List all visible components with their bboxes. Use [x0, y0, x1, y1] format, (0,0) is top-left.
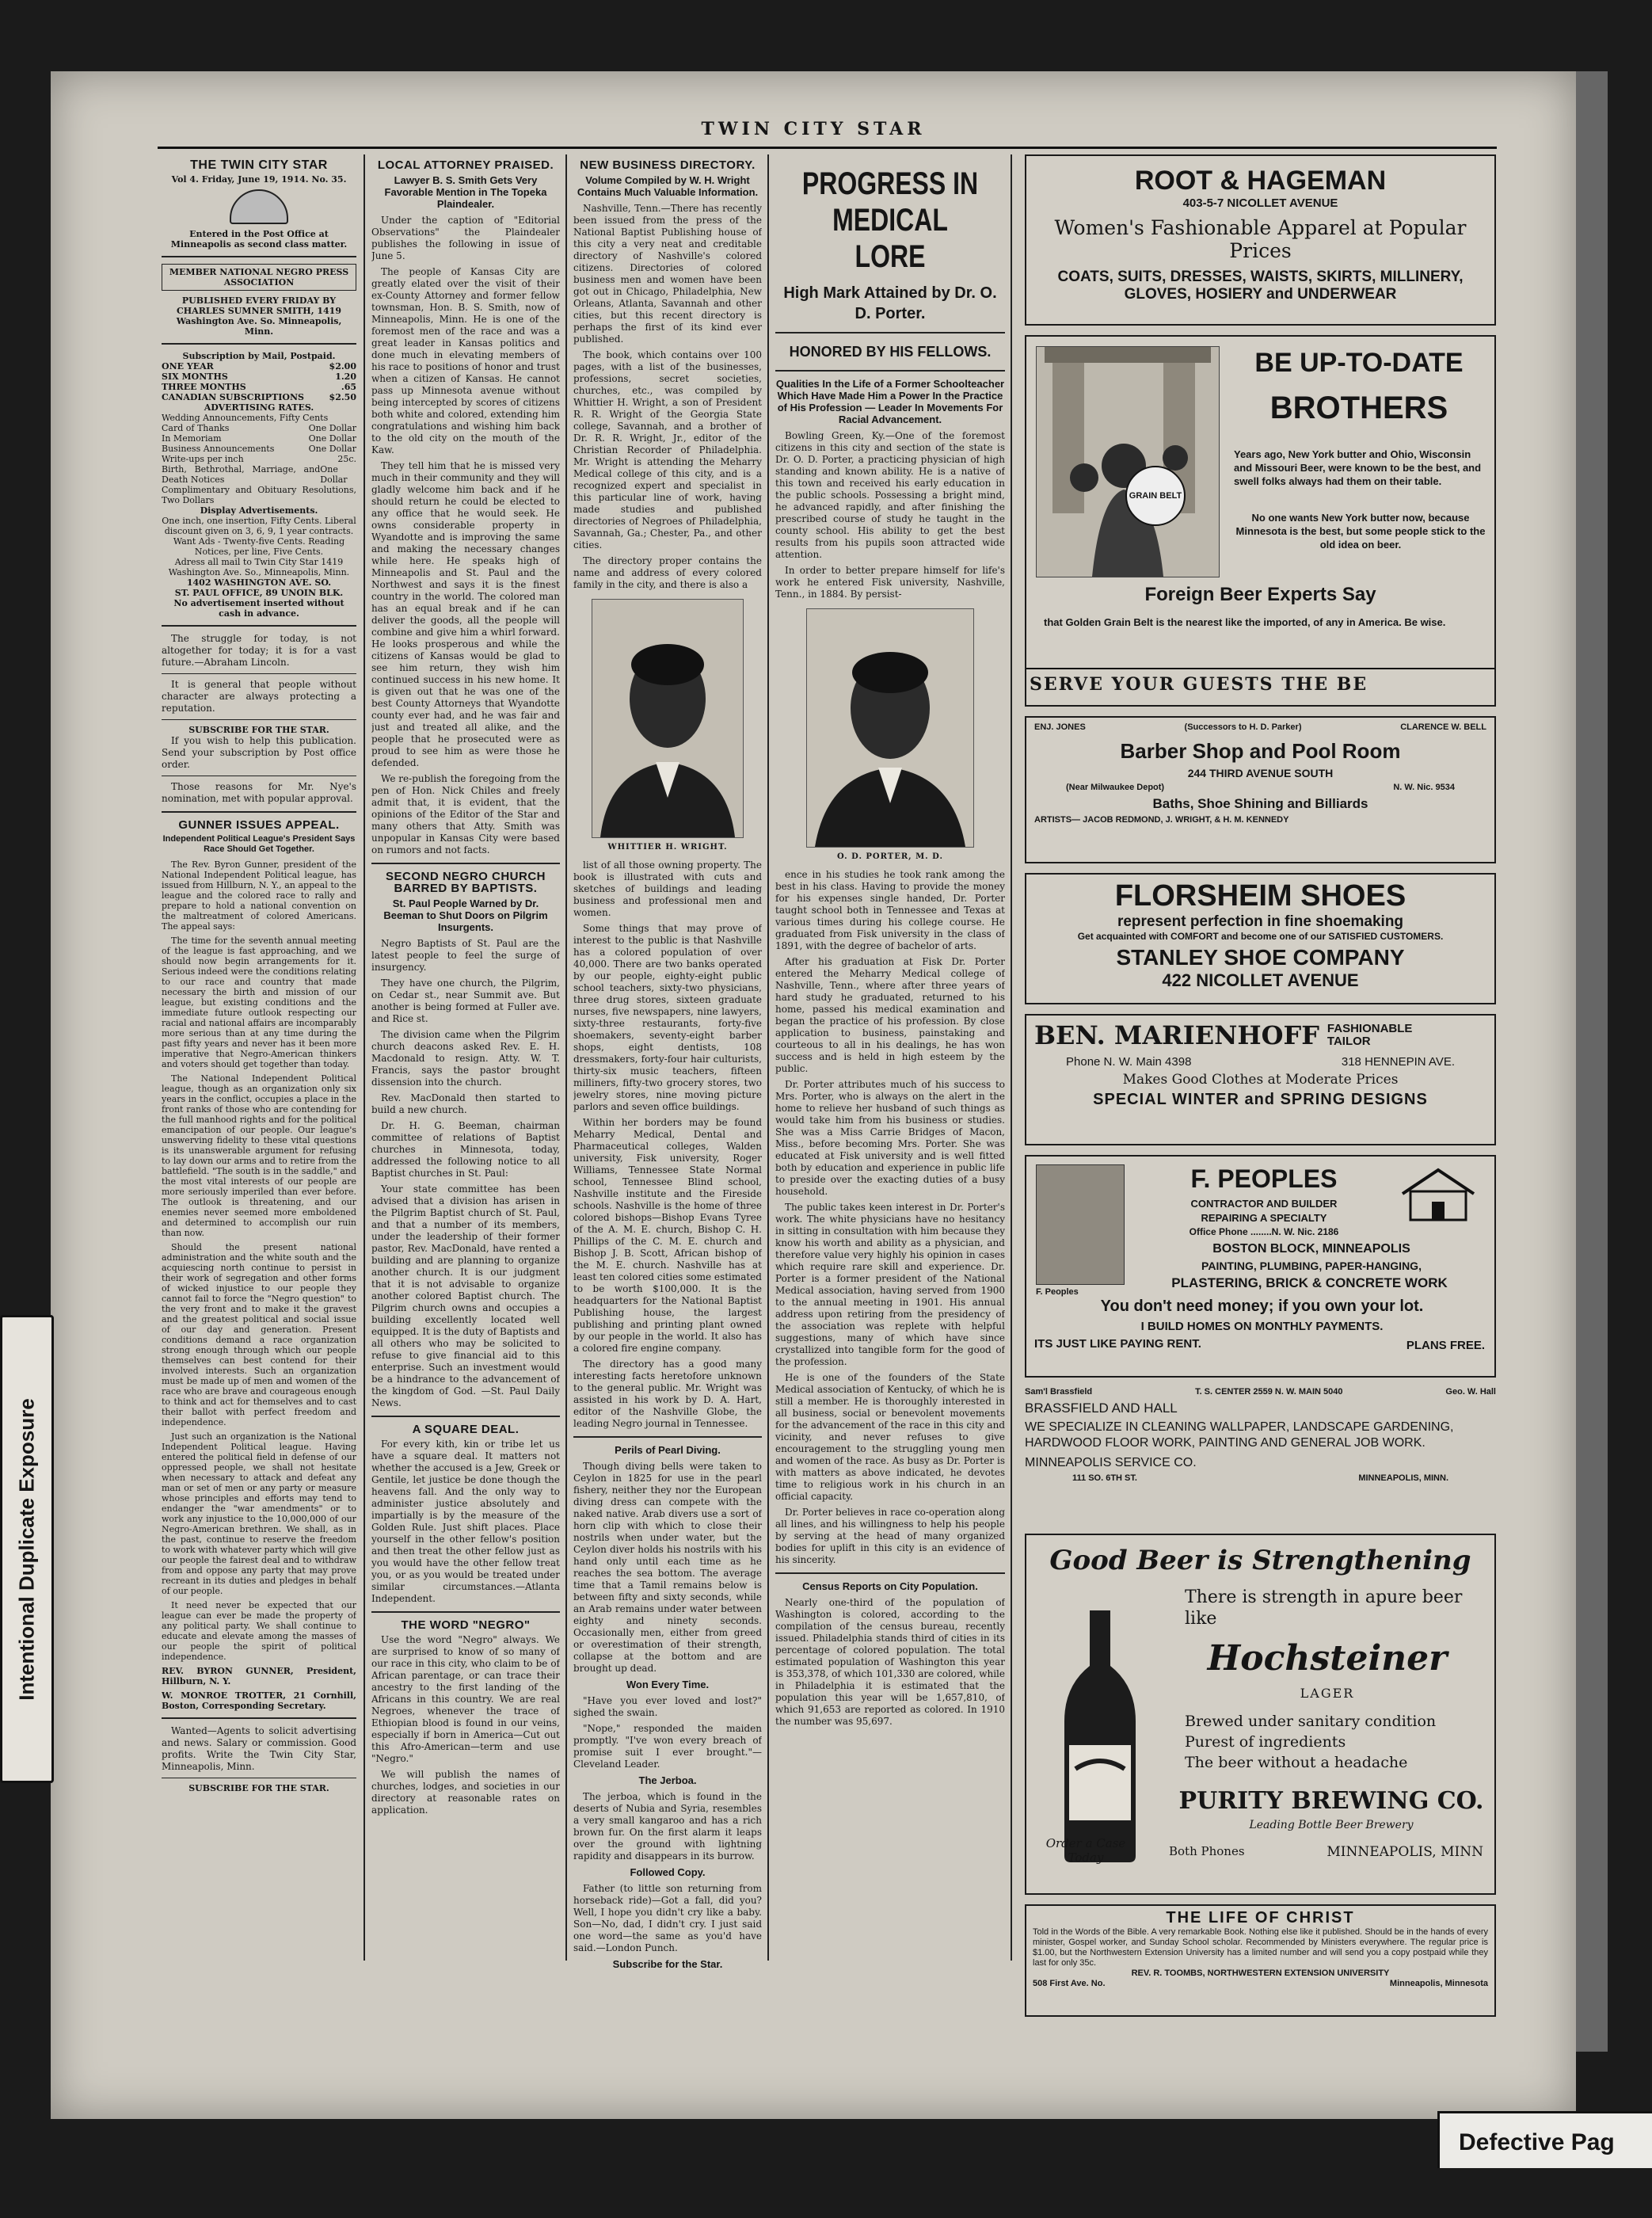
- medical-deck: High Mark Attained by Dr. O. D. Porter.: [783, 284, 997, 322]
- article-paragraph: In order to better prepare himself for life's work he entered Fisk university, Nashville, Tenn., in 1884. By persist-: [775, 565, 1005, 600]
- signature: W. MONROE TROTTER, 21 Cornhill, Boston, Corresponding Secretary.: [162, 1690, 356, 1711]
- ad-city: MINNEAPOLIS, MINN: [1327, 1844, 1483, 1860]
- office-2: ST. PAUL OFFICE, 89 UNOIN BLK.: [174, 588, 344, 598]
- ad-company: PURITY BREWING CO.: [1178, 1787, 1484, 1815]
- subscribe-notice: SUBSCRIBE FOR THE STAR.: [188, 1783, 329, 1793]
- ad-address: 508 First Ave. No.: [1033, 1979, 1106, 1988]
- pearl-headline: Perils of Pearl Diving.: [615, 1444, 721, 1456]
- ad-address: BOSTON BLOCK, MINNEAPOLIS: [1212, 1242, 1410, 1256]
- owner-name: Sam'l Brassfield: [1025, 1387, 1093, 1397]
- article-paragraph: After his graduation at Fisk Dr. Porter entered the Meharry Medical college of Nashville, Tenn., where after three years of hard study he graduated, returned to his home, passed his medical examination and began the practice of his profession. By close application to business, painstaking and courteous to all in his dealings, he has won success and is held in high esteem by the public.: [775, 956, 1005, 1074]
- publisher: PUBLISHED EVERY FRIDAY BY CHARLES SUMNER SMITH, 1419 Washington Ave. So. Minneapolis, Minn.: [176, 295, 342, 337]
- peoples-photo: [1036, 1164, 1125, 1285]
- copy-headline: Followed Copy.: [630, 1866, 706, 1878]
- article-paragraph: Just such an organization is the National Independent Political league. Having entered the political field in defense of our oppressed people, we shall not hesitate when necessary to attack and defeat any man or set of men or any party or measure whose principles and efforts may tend to endanger the "war amendments" or to work any injustice to the 10,000,000 of our Negro-American brethren. We shall, as in the past, continue to reserve the freedom to work with whatever party which will give our people the fairest deal and to withdraw from and oppose any party that may prove recreant in its duties and pledges in behalf of our people.: [162, 1431, 356, 1596]
- character-note: It is general that people without character are always protecting a reputation.: [162, 679, 356, 714]
- page-edge: [1576, 71, 1608, 2052]
- advertising-head: ADVERTISING RATES.: [204, 402, 314, 413]
- phone-number: T. S. CENTER 2559 N. W. MAIN 5040: [1195, 1387, 1343, 1397]
- ad-tagline: Makes Good Clothes at Moderate Prices: [1122, 1072, 1399, 1088]
- rates-list: [162, 361, 356, 402]
- article-paragraph: Father (to little son returning from horseback ride)—Got a fall, did you? Well, I hope you didn't cry like a baby. Son—No, dad, I didn't cry. I just said one word—the same as you'd have said.—London Punch.: [573, 1883, 762, 1953]
- owner-name: Geo. W. Hall: [1445, 1387, 1496, 1397]
- subscribe-notice: SUBSCRIBE FOR THE STAR.: [188, 725, 329, 735]
- rate-label: CANADIAN SUBSCRIPTIONS: [162, 392, 304, 402]
- bar-scene-icon: [1037, 347, 1219, 577]
- entered-notice: Entered in the Post Office at Minneapolis as second class matter.: [170, 229, 348, 250]
- root-hageman-ad: [1025, 154, 1496, 326]
- ad-line: I BUILD HOMES ON MONTHLY PAYMENTS.: [1140, 1320, 1384, 1333]
- ad-title: ROOT & HAGEMAN: [1134, 166, 1387, 196]
- rate-value: .65: [341, 382, 356, 392]
- newspaper-page: [51, 71, 1576, 2119]
- article-paragraph: Negro Baptists of St. Paul are the latest people to feel the surge of insurgency.: [371, 938, 560, 973]
- article-paragraph: The National Independent Political league, though as an organization only six years in the conflict, occupies a place in the front ranks of those who are contending for the full manhood rights and for the political emancipation of our people. Our league's unswerving fidelity to these vital questions is its unanswerable argument for refusing to lay down our arms and to retire from the battlefield. "The south is in the saddle," and the most vital interests of our people are more seriously imperiled than ever before. The outlook is threatening, and our enemies never seemed more emboldened and determined to accomplish our ruin than now.: [162, 1073, 356, 1238]
- article-paragraph: They have one church, the Pilgrim, on Cedar st., near Summit ave. But another is being formed at Fuller ave. and Rice st.: [371, 978, 560, 1024]
- ad-city: Minneapolis, Minnesota: [1389, 1979, 1488, 1988]
- ad-line: REPAIRING A SPECIALTY: [1201, 1212, 1327, 1224]
- rate-value: $2.50: [329, 392, 356, 402]
- ad-phones: Both Phones: [1169, 1844, 1245, 1858]
- ad-title: THE LIFE OF CHRIST: [1166, 1909, 1355, 1926]
- photo-caption: F. Peoples: [1036, 1287, 1079, 1297]
- article-paragraph: The division came when the Pilgrim church deacons asked Rev. E. H. Macdonald to resign. Atty. W. T. Francis, says the pastor brought dissension into the church.: [371, 1029, 560, 1088]
- ad-address: 403-5-7 NICOLLET AVENUE: [1182, 196, 1338, 210]
- ad-lager: LAGER: [1300, 1686, 1355, 1701]
- article-paragraph: Use the word "Negro" always. We are surprised to know of so many of our race in this city, who claim to be of African parentage, or can trace their ancestry to the first landing of the Africans in this country. We are real Negroes, whenever the trace of Ethiopian blood is found in our veins, especially if born in America—Cut out this Afro-American—term and use "Negro.": [371, 1634, 560, 1764]
- stamp-text: Intentional Duplicate Exposure: [14, 1397, 39, 1701]
- star-emblem-icon: [230, 189, 288, 224]
- article-paragraph: The time for the seventh annual meeting of the league is fast approaching, and we should now begin arrangements for it. Serious indeed were the conditions relating to our race and country that made necessary the birth and mission of our league, but existing conditions and the immediate future outlook respecting our racial and national affairs are incomparably more serious than at any time during the past fifty years and never has it been more imperative that Negro-American thinkers and voters should get together than today.: [162, 936, 356, 1069]
- paper-title: THE TWIN CITY STAR: [190, 158, 328, 172]
- ad-point: The beer without a headache: [1185, 1754, 1408, 1771]
- column-2: [371, 154, 560, 1968]
- ad-title: Barber Shop and Pool Room: [1120, 739, 1401, 763]
- depot-note: (Near Milwaukee Depot): [1066, 783, 1165, 792]
- ad-text: that Golden Grain Belt is the nearest like the imported, of any in America. Be wise.: [1044, 616, 1446, 628]
- grain-belt-label: GRAIN BELT: [1125, 466, 1186, 526]
- honored-deck: HONORED BY HIS FELLOWS.: [789, 344, 992, 360]
- article-paragraph: They tell him that he is missed very much in their community and they will gladly welcome him back and if he should return he could be elected to any office that he would seek. He owns considerable property in Wyandotte and is improving the same and making the necessary changes while here. He speaks high of Minneapolis and St. Paul and the Northwest and says it is the finest country in the world. The colored man has an equal break and if he can deliver the goods, all the people will combine and give him a whirl forward. He looks prosperous and while the citizens of Kansas would be glad to see him return, they wish him continued success in his new home. It is given out that he was one of the best County Attorneys that Wyandotte county ever had, and he was fair and just and treated all alike, and the people that he prosecuted were as proud to see him as were those he defended.: [371, 460, 560, 768]
- phone-number: Phone N. W. Main 4398: [1066, 1055, 1192, 1069]
- medical-subhead: Qualities In the Life of a Former Schoolteacher Which Have Made Him a Power In the Practice of His Profession — Leader In Movements For Racial Advancement.: [775, 378, 1005, 425]
- florsheim-ad: [1025, 873, 1496, 1004]
- ad-subhead: Foreign Beer Experts Say: [1144, 584, 1376, 605]
- ad-address: 318 HENNEPIN AVE.: [1341, 1055, 1455, 1069]
- ad-line: PLANS FREE.: [1406, 1339, 1485, 1352]
- ad-tagline: Leading Bottle Beer Brewery: [1249, 1819, 1414, 1831]
- grain-belt-ad: [1025, 335, 1496, 707]
- ad-signature: REV. R. TOOMBS, NORTHWESTERN EXTENSION UNIVERSITY: [1131, 1968, 1390, 1978]
- wanted-ad: Wanted—Agents to solicit advertising and news. Salary or commission. Good profits. Write the Twin City Star, Minneapolis, Minn.: [162, 1725, 356, 1772]
- house-icon: [1399, 1166, 1478, 1221]
- ad-headline: BE UP-TO-DATE: [1254, 348, 1464, 378]
- article-paragraph: The book, which contains over 100 pages, with a list of the businesses, professions, secret societies, churches, etc., was compiled by Whittier H. Wright, a son of President R. R. Wright of the Georgia State college, Savannah, and a brother of Dr. R. R. Wright, Jr., editor of the Christian Recorder of Philadelphia. Mr. Wright is attending the Meharry Medical college of this city, and is a recognized expert and specialist in this particular line of work, having made studies and published directories of Negroes of Philadelphia, Savannah, Ga.; Chester, Pa., and other cities.: [573, 349, 762, 551]
- medical-headline: PROGRESS IN MEDICAL LORE: [801, 166, 979, 274]
- ad-title: FLORSHEIM SHOES: [1114, 879, 1406, 913]
- volume-line: Vol 4. Friday, June 19, 1914. No. 35.: [171, 174, 347, 185]
- display-head: Display Advertisements.: [200, 505, 318, 516]
- article-paragraph: He is one of the founders of the State Medical association of Kentucky, of which he is still a member. He is thoroughly interested in all business, social or benevolent movements for the advancement of the race in this city and vicinity, and never refuses to give encouragement to the struggling young men and women of the race. As busy as Dr. Porter is with matters as above indicated, he devotes time to religious work in his church in an official capacity.: [775, 1372, 1005, 1502]
- ad-address: 244 THIRD AVENUE SOUTH: [1187, 767, 1334, 779]
- article-paragraph: The people of Kansas City are greatly elated over the visit of their ex-County Attorney and former fellow townsman, Hon. B. S. Smith, now of Minneapolis, Minn. He is one of the foremost men of the race and was a great leader in Kansas politics and done much in elevating members of his race to positions of honor and trust when a citizen of Kansas. He cannot pass up Minnesota avenue without being intercepted by scores of citizens both white and colored, extending him congratulations and wishing him back to the old city on the mouth of the Kaw.: [371, 266, 560, 455]
- portrait-caption: O. D. PORTER, M. D.: [837, 852, 943, 861]
- ad-line: ITS JUST LIKE PAYING RENT.: [1034, 1337, 1201, 1351]
- owner-name: CLARENCE W. BELL: [1400, 722, 1486, 732]
- ad-list: [1185, 1711, 1486, 1773]
- article-paragraph: Under the caption of "Editorial Observations" the Plaindealer publishes the following in issue of June 5.: [371, 215, 560, 261]
- church-subhead: St. Paul People Warned by Dr. Beeman to Shut Doors on Pilgrim Insurgents.: [383, 897, 548, 933]
- article-paragraph: Within her borders may be found Meharry Medical, Dental and Pharmaceutical colleges, Walden university, Fisk university, Roger Williams, Tennessee State Normal school, Tennessee Blind school, Nashville institute and the Fireside schools. Nashville is the home of three colored bishops—Bishop Evans Tyree of the A. M. E. church, Bishop C. H. Phillips of the C. M. E. church and Bishop J. B. Scott, African bishop of the M. E. church. Nashville has at least ten colored cities some estimated to be worth $100,000. It is the headquarters for the National Baptist Publishing house, the largest publishing and printing plant owned by our people in the world. It also has a colored fire engine company.: [573, 1117, 762, 1354]
- article-paragraph: We re-publish the foregoing from the pen of Hon. Nick Chiles and freely admit that, it is evident, that the opinions of the Editor of the Star and many others that Atty. Smith was unpopular in Kansas City were based on rumors and not facts.: [371, 773, 560, 856]
- negro-word-headline: THE WORD "NEGRO": [401, 1618, 531, 1632]
- directory-headline: NEW BUSINESS DIRECTORY.: [580, 158, 756, 172]
- column-rule: [565, 154, 567, 1961]
- peoples-ad: [1025, 1155, 1496, 1378]
- ad-text: Years ago, New York butter and Ohio, Wisconsin and Missouri Beer, were known to be the best, and swell folks always had them on their table.: [1234, 448, 1482, 487]
- article-paragraph: Some things that may prove of interest to the public is that Nashville has a colored population of over 40,000. There are two banks operated by our people, eighty-eight public school teachers, sixty-two physicians, three drug stores, sixteen graduate nurses, five newspapers, nine lawyers, sixty-three restaurants, forty-five shoemakers, seventy-eight barber shops, eight dentists, 108 dressmakers, forty-four hair culturists, thirty-six music teachers, fifteen milliners, fifty-two grocery stores, two jewelry stores, nine moving picture parlors and seven office buildings.: [573, 923, 762, 1112]
- ad-city: MINNEAPOLIS, MINN.: [1358, 1473, 1448, 1483]
- signature: REV. BYRON GUNNER, President, Hillburn, N. Y.: [162, 1666, 356, 1686]
- ad-designs: SPECIAL WINTER and SPRING DESIGNS: [1093, 1091, 1428, 1108]
- attorney-subhead: Lawyer B. S. Smith Gets Very Favorable Mention in The Topeka Plaindealer.: [384, 174, 547, 210]
- wright-portrait: [592, 599, 744, 838]
- ad-tagline: represent perfection in fine shoemaking: [1117, 913, 1404, 930]
- want-ads: Want Ads - Twenty-five Cents. Reading Notices, per line, Five Cents.: [173, 536, 345, 557]
- portrait-image: [807, 609, 973, 847]
- subscribe-notice: Subscribe for the Star.: [612, 1958, 723, 1968]
- rate-value: 1.20: [335, 372, 356, 382]
- article-paragraph: The directory has a good many interesting facts heretofore unknown to the general public. Mr. Wright was assisted in his work by D. A. Hart, editor of the Nashville Globe, the leading Negro journal in Tennessee.: [573, 1359, 762, 1429]
- article-paragraph: We will publish the names of churches, lodges, and societies in our directory at reasonable rates on application.: [371, 1769, 560, 1816]
- gunner-headline: GUNNER ISSUES APPEAL.: [178, 818, 340, 832]
- article-paragraph: "Nope," responded the maiden promptly. "I've won every breach of promise suit I ever brought."—Cleveland Leader.: [573, 1723, 762, 1770]
- ad-point: Purest of ingredients: [1185, 1733, 1346, 1751]
- ad-address: 422 NICOLLET AVENUE: [1162, 970, 1359, 990]
- duplicate-exposure-stamp: [0, 1315, 54, 1783]
- article-paragraph: The Rev. Byron Gunner, president of the National Independent Political league, has issued from Hillburn, N. Y., an appeal to the league and the colored race to rally and prepare to hold a national convention on the maltreatment of colored Americans. The appeal says:: [162, 859, 356, 932]
- article-paragraph: "Have you ever loved and lost?" sighed the swain.: [573, 1695, 762, 1718]
- ad-services: Baths, Shoe Shining and Billiards: [1152, 796, 1368, 811]
- article-paragraph: The jerboa, which is found in the deserts of Nubia and Syria, resembles a very small kangaroo and has a rich brown fur. On the first alarm it leaps over the ground with lightning rapidity and disappears in its burrow.: [573, 1791, 762, 1862]
- column-1: [162, 154, 356, 1968]
- beer-bottle-icon: [1049, 1610, 1151, 1864]
- article-paragraph: The public takes keen interest in Dr. Porter's work. The white physicians have no hesitancy in sitting in consultation with him because they know his worth and ability as a physician, and therefore value very highly his opinion in cases which require rare skill and experience. Dr. Porter is a former president of the National Medical association, having served from 1900 to the annual meeting in 1901. His annual address upon retiring from the presidency of the association was replete with helpful suggestions, many of which have since crystallized into tangible form for the good of the profession.: [775, 1202, 1005, 1367]
- member-box: MEMBER NATIONAL NEGRO PRESS ASSOCIATION: [162, 264, 356, 291]
- ad-title: F. PEOPLES: [1190, 1164, 1338, 1193]
- column-4: [775, 154, 1005, 1968]
- ad-tagline: Women's Fashionable Apparel at Popular Prices: [1054, 216, 1467, 262]
- ad-company: MINNEAPOLIS SERVICE CO.: [1025, 1456, 1197, 1469]
- subscription-head: Subscription by Mail, Postpaid.: [182, 351, 336, 361]
- article-paragraph: Dr. H. G. Beeman, chairman committee of relations of Baptist churches in Minnesota, today, addressed the following notice to all Baptist churches in St. Paul:: [371, 1120, 560, 1179]
- porter-portrait: [806, 608, 974, 848]
- rate-label: SIX MONTHS: [162, 372, 228, 382]
- ad-address: 111 SO. 6TH ST.: [1072, 1473, 1137, 1483]
- jerboa-headline: The Jerboa.: [638, 1774, 697, 1786]
- column-3: [573, 154, 762, 1968]
- article-paragraph: Though diving bells were taken to Ceylon in 1825 for use in the pearl fishery, neither they nor the European diving dress can compete with the naked native. Arab divers use a sort of horn clip with which to close their nostrils when under water, but the Ceylon diver holds his nostrils with his hand only until each time as he reaches the sea bottom. The average time that a Tamil remains below is between fifty and sixty seconds, while an Arab remains under water between eighty and ninety seconds. Occasionally men, either from greed or overestimation of their strength, collapse at the bottom and are brought up dead.: [573, 1461, 762, 1674]
- ad-subhead: There is strength in apure beer like: [1185, 1587, 1463, 1629]
- defective-page-label: Defective Pag: [1437, 2111, 1652, 2168]
- ad-artists: ARTISTS— JACOB REDMOND, J. WRIGHT, & H. M. KENNEDY: [1034, 815, 1289, 825]
- brassfield-ad: [1025, 1387, 1496, 1526]
- ad-title: BEN. MARIENHOFF: [1034, 1020, 1319, 1050]
- ad-title: BRASSFIELD AND HALL: [1025, 1401, 1178, 1416]
- advertising-list: Wedding Announcements, Fifty Cents Card of Thanks One Dollar In Memoriam One Dollar Business Announcements One Dollar Write-ups per inch 25c. Birth, Bethrothal, Marriage, and Death Notices One Dollar Complimentary and Obituary Resolutions, Two Dollars: [162, 413, 356, 505]
- article-paragraph: For every kith, kin or tribe let us have a square deal. It matters not whether the accused is a Jew, Greek or Gentile, let justice be done though the heavens fall. And the only way to administer justice absolutely and impartially is by the measure of the Golden Rule. Just shift places. Place yourself in the other fellow's position and then treat the other fellow just as you would have the other fellow treat you, or as you would be treated under similar circumstances.—Atlanta Independent.: [371, 1439, 560, 1604]
- ad-point: Brewed under sanitary condition: [1185, 1713, 1437, 1730]
- ad-tag: FASHIONABLE: [1327, 1022, 1413, 1035]
- article-paragraph: Dr. Porter attributes much of his success to Mrs. Porter, who is always on the alert in the home to relieve her husband of such things as would take him from his business or studies. She was a Miss Carrie Bridges of Macon, Miss., before becoming Mrs. Porter. She was educated at Fisk university and is well fitted both by education and experience in public life to preside over the exacting duties of a busy household.: [775, 1079, 1005, 1197]
- rate-label: ONE YEAR: [162, 361, 214, 372]
- advertisement-column: [1025, 154, 1496, 2026]
- ad-company: STANLEY SHOE COMPANY: [1116, 945, 1405, 970]
- cash-notice: No advertisement inserted without cash in advance.: [173, 598, 344, 619]
- lincoln-quote: The struggle for today, is not altogether for today; it is for a vast future.—Abraham Lincoln.: [162, 633, 356, 668]
- article-paragraph: Rev. MacDonald then started to build a new church.: [371, 1092, 560, 1115]
- bar-scene-illustration: [1036, 346, 1220, 577]
- article-paragraph: ence in his studies he took rank among the best in his class. Having to provide the money for his expenses single handed, Dr. Porter taught school both in Tennessee and Texas at various times during his college course. He graduated from Fisk university in the class of 1891, with the degree of bachelor of arts.: [775, 869, 1005, 951]
- article-paragraph: It need never be expected that our league can ever be made the property of any political party. We shall continue to educate and elevate among the masses of our people the spirit of political independence.: [162, 1600, 356, 1662]
- article-paragraph: Nashville, Tenn.—There has recently been issued from the press of the National Baptist Publishing house of this city a very neat and creditable directory of Nashville's colored citizens. Directories of colored business men and women have been got out in Chicago, Philadelphia, New Orleans, Atlanta, Savannah and other cities, but this recent directory is perhaps the first of its kind ever published.: [573, 203, 762, 345]
- ad-text: WE SPECIALIZE IN CLEANING WALLPAPER, LANDSCAPE GARDENING, HARDWOOD FLOOR WORK, PAINTING AND GENERAL JOB WORK.: [1025, 1420, 1454, 1450]
- masthead-rule: [158, 147, 1497, 149]
- article-paragraph: Dr. Porter believes in race co-operation along all lines, and his willingness to help his people by serving at the head of many organized bodies for uplift in this city is an evidence of his sincerity.: [775, 1507, 1005, 1565]
- purity-brewing-ad: [1025, 1534, 1496, 1895]
- mail-address: Adress all mail to Twin City Star 1419 Washington Ave. So., Minneapolis, Minn.: [168, 557, 350, 577]
- ad-line: You don't need money; if you own your lot.: [1100, 1298, 1424, 1315]
- directory-subhead: Volume Compiled by W. H. Wright Contains Much Valuable Information.: [577, 174, 759, 198]
- article-paragraph: The directory proper contains the name and address of every colored family in the city, and there is also a: [573, 555, 762, 590]
- display-text: One inch, one insertion, Fifty Cents. Liberal discount given on 3, 6, 9, 1 year contracts.: [162, 516, 356, 536]
- portrait-image: [592, 600, 743, 837]
- church-headline: SECOND NEGRO CHURCH BARRED BY BAPTISTS.: [385, 870, 546, 895]
- owner-name: ENJ. JONES: [1034, 722, 1086, 732]
- portrait-caption: WHITTIER H. WRIGHT.: [607, 843, 728, 852]
- help-notice: If you wish to help this publication. Send your subscription by Post office order.: [162, 735, 356, 770]
- column-rule: [1011, 154, 1012, 1961]
- article-paragraph: Your state committee has been advised that a division has arisen in the Pilgrim Baptist church of St. Paul, and that a number of its members, under the leadership of their former pastor, Rev. MacDonald, have rented a building and are planning to organize another church. It is our judgment that it is not advisable to organize another colored Baptist church. The Pilgrim church owns and occupies a building excellently located well equipped. It is the duty of Baptists and all others who may be solicited to refuse to give financial aid to this enterprise. Such an investment would be a hindrance to the advancement of the kingdom of God. —St. Paul Daily News.: [371, 1183, 560, 1408]
- gunner-subhead: Independent Political League's President Says Race Should Get Together.: [162, 834, 356, 854]
- life-of-christ-ad: [1025, 1904, 1496, 2017]
- ad-order: Order a Case Today: [1045, 1836, 1126, 1865]
- ad-text: Told in the Words of the Bible. A very remarkable Book. Nothing else like it published. Should be in the hands of every minister, Gospel worker, and Sunday School scholar. Recommended by Ministers everywhere. The regular price is $1.00, but the Northwestern Extension University has a limited number and will send you a copy postpaid while they last for only 35c.: [1033, 1927, 1488, 1968]
- ad-line: PLASTERING, BRICK & CONCRETE WORK: [1171, 1275, 1448, 1290]
- brand-name: Hochsteiner: [1207, 1638, 1448, 1679]
- successors-note: (Successors to H. D. Parker): [1184, 722, 1302, 732]
- ad-text: Get acquainted with COMFORT and become one of our SATISFIED CUSTOMERS.: [1077, 931, 1444, 942]
- ad-tag: TAILOR: [1327, 1035, 1371, 1048]
- rate-label: THREE MONTHS: [162, 382, 246, 392]
- ad-goods: COATS, SUITS, DRESSES, WAISTS, SKIRTS, MILLINERY, GLOVES, HOSIERY and UNDERWEAR: [1057, 269, 1464, 303]
- ad-footer: SERVE YOUR GUESTS THE BE: [1030, 674, 1368, 695]
- ad-line: CONTRACTOR AND BUILDER: [1190, 1198, 1338, 1210]
- census-headline: Census Reports on City Population.: [802, 1580, 978, 1592]
- phone-number: N. W. Nic. 9534: [1393, 783, 1455, 792]
- nye-note: Those reasons for Mr. Nye's nomination, met with popular approval.: [162, 781, 356, 804]
- office-1: 1402 WASHINGTON AVE. SO.: [186, 577, 332, 588]
- square-deal-headline: A SQUARE DEAL.: [412, 1423, 520, 1436]
- article-paragraph: list of all those owning property. The book is illustrated with cuts and sketches of buildings and leading business and professional men and women.: [573, 859, 762, 918]
- ad-headline: Good Beer is Strengthening: [1049, 1545, 1471, 1576]
- article-paragraph: Bowling Green, Ky.—One of the foremost citizens in this city and section of the state is Dr. O. D. Porter, a practicing physician of high standing and known ability. He is a native of this town and received his early education in the public schools. Possessing a bright mind, he advanced rapidly, and after finishing the prescribed course of study he taught in the county school. His ability to get the best results from his pupils soon attracted wide attention.: [775, 430, 1005, 560]
- ad-text: No one wants New York butter now, because Minnesota is the best, but some people stick to the old idea on beer.: [1235, 512, 1486, 551]
- ad-headline: BROTHERS: [1269, 391, 1448, 425]
- ad-line: PAINTING, PLUMBING, PAPER-HANGING,: [1201, 1260, 1422, 1272]
- attorney-headline: LOCAL ATTORNEY PRAISED.: [377, 158, 554, 172]
- masthead: TWIN CITY STAR: [701, 119, 926, 139]
- marienhoff-ad: [1025, 1014, 1496, 1145]
- won-headline: Won Every Time.: [626, 1679, 710, 1690]
- column-rule: [364, 154, 365, 1961]
- column-rule: [767, 154, 769, 1961]
- article-paragraph: Should the present national administration and the white south and the acquiescing north continue to persist in their work of segregation and other forms of wicked injustice to our people they cannot fail to force the "Negro question" to the very front and to make it the gravest and the greatest political and social issue of our day and generation. Present conditions demand a race organization strong enough through which our people themselves can best contend for their involved interests. Such an organization must be made up of men and women of the race who are brave and courageous enough to think and act for themselves and to cast their ballot with perfect freedom and independence.: [162, 1242, 356, 1427]
- rate-value: $2.00: [329, 361, 356, 372]
- phone-number: Office Phone ........N. W. Nic. 2186: [1189, 1226, 1339, 1237]
- article-paragraph: Nearly one-third of the population of Washington is colored, according to the compilation of the census bureau, recently issued. Philadelphia stands third of cities in its percentage of colored population. The total estimated population of Washington this year is 353,378, of which 101,330 are colored, while in Philadelphia it is estimated that the population this year will be 1,657,810, of which 91,653 are reported as colored. In 1910 the number was 95,697.: [775, 1597, 1005, 1727]
- barber-shop-ad: [1025, 716, 1496, 863]
